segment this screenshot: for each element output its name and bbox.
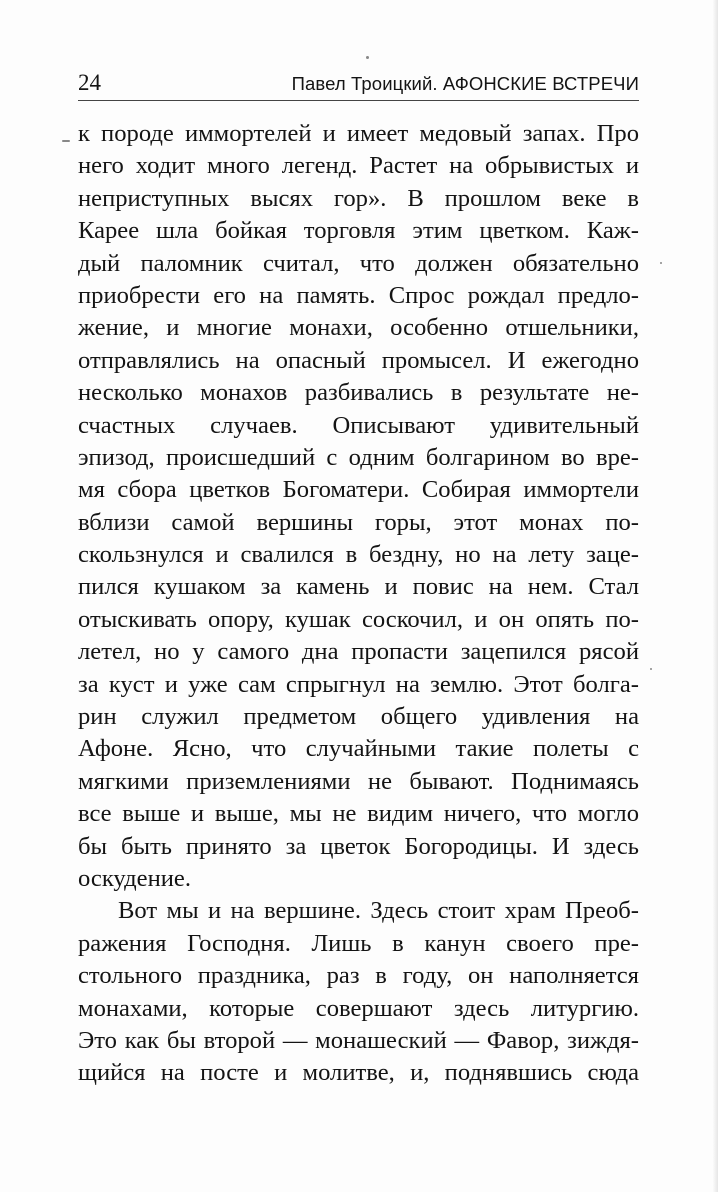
text-line: дый паломник считал, что должен обязательно xyxy=(78,249,639,277)
scan-speck xyxy=(660,262,662,264)
text-line: Афоне. Ясно, что случайными такие полеты с xyxy=(78,735,639,763)
scan-speck xyxy=(650,668,652,670)
text-line: летел, но у самого дна пропасти зацепился рясой xyxy=(78,638,639,666)
text-line: скользнулся и свалился в бездну, но на лету заце- xyxy=(78,541,639,569)
text-line: щийся на посте и молитве, и, поднявшись сюда xyxy=(78,1059,639,1087)
text-line: за куст и уже сам спрыгнул на землю. Этот болга- xyxy=(78,670,639,698)
scan-speck xyxy=(366,56,369,59)
text-line: него ходит много легенд. Растет на обрывистых и xyxy=(78,152,639,180)
text-line: монахами, которые совершают здесь литургию. xyxy=(78,994,639,1022)
text-line: отыскивать опору, кушак соскочил, и он опять по- xyxy=(78,605,639,633)
body-text xyxy=(78,118,639,1090)
text-line: бы быть принято за цветок Богородицы. И здесь xyxy=(78,832,639,860)
text-line: эпизод, происшедший с одним болгарином во вре- xyxy=(78,443,639,471)
page-edge xyxy=(712,0,718,1192)
text-line: вблизи самой вершины горы, этот монах по- xyxy=(78,508,639,536)
text-line: приобрести его на память. Спрос рождал предло- xyxy=(78,281,639,309)
page-number: 24 xyxy=(78,70,101,95)
text-line: неприступных высях гор». В прошлом веке в xyxy=(78,184,639,212)
paragraph-end-line: оскудение. xyxy=(78,864,191,892)
text-line: Это как бы второй — монашеский — Фавор, зиждя- xyxy=(78,1026,639,1054)
text-line: Карее шла бойкая торговля этим цветком. Каж- xyxy=(78,217,639,245)
text-line: пился кушаком за камень и повис на нем. Стал xyxy=(78,573,639,601)
header-rule xyxy=(78,100,639,101)
paragraph-start-line: Вот мы и на вершине. Здесь стоит храм Преоб- xyxy=(118,897,639,925)
text-line: мя сбора цветков Богоматери. Собирая иммортели xyxy=(78,476,639,504)
text-line: несколько монахов разбивались в результате не- xyxy=(78,379,639,407)
page-header xyxy=(78,70,639,100)
text-line: отправлялись на опасный промысел. И ежегодно xyxy=(78,346,639,374)
scan-speck xyxy=(62,140,70,142)
text-line: к породе иммортелей и имеет медовый запах. Про xyxy=(78,120,639,147)
text-line: жение, и многие монахи, особенно отшельники, xyxy=(78,314,639,342)
text-line: мягкими приземлениями не бывают. Поднимаясь xyxy=(78,767,639,795)
text-line: счастных случаев. Описывают удивительный xyxy=(78,411,639,439)
running-head: Павел Троицкий. АФОНСКИЕ ВСТРЕЧИ xyxy=(291,73,639,94)
text-line: рин служил предметом общего удивления на xyxy=(78,703,639,731)
text-line: ражения Господня. Лишь в канун своего пре- xyxy=(78,929,639,957)
text-line: стольного праздника, раз в году, он наполняется xyxy=(78,962,639,990)
text-line: все выше и выше, мы не видим ничего, что могло xyxy=(78,800,639,828)
